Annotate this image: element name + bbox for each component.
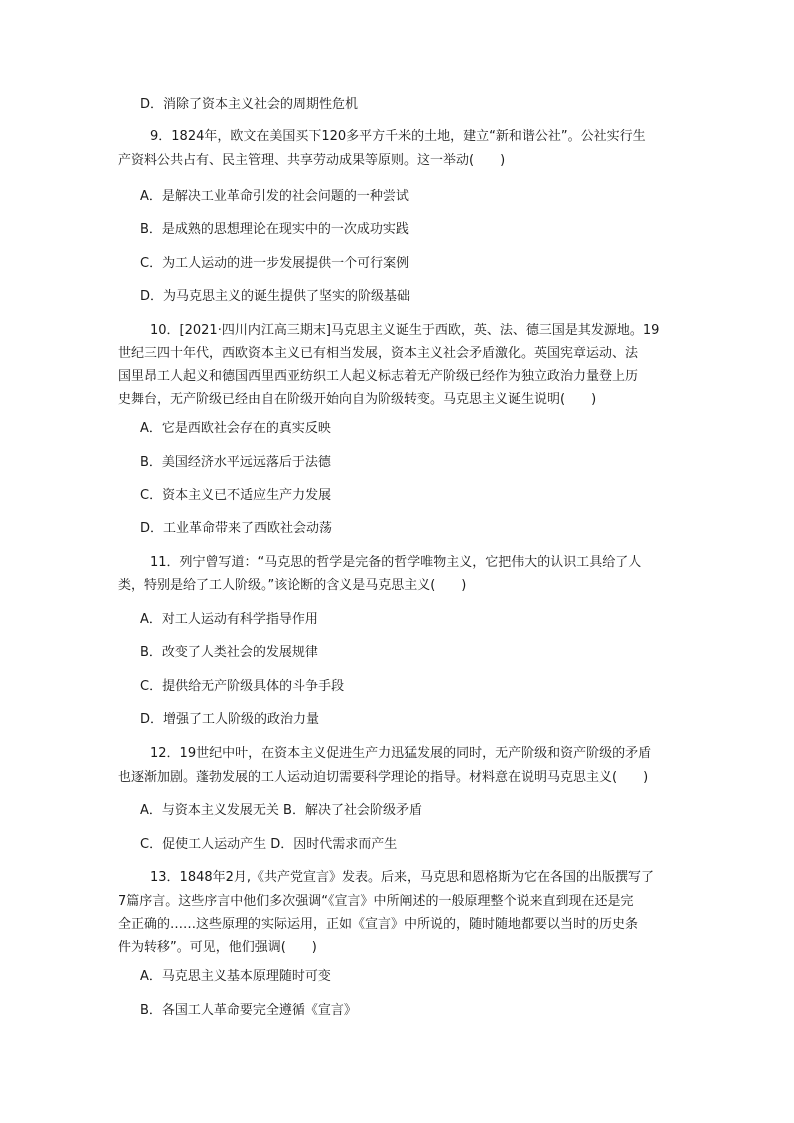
q10-stem-line-1: 10．[2021·四川内江高三期末]马克思主义诞生于西欧，英、法、德三国是其发源地。19 [150,323,660,338]
q13-stem-line-4: 件为转移”。可见，他们强调( ) [118,940,317,955]
q11-option-c: C．提供给无产阶级具体的斗争手段 [140,679,345,694]
q10-option-c: C．资本主义已不适应生产力发展 [140,488,332,503]
q13-stem-line-3: 全正确的……这些原理的实际运用，正如《宣言》中所说的，随时随地都要以当时的历史条 [118,917,639,932]
q11-stem-line-2: 类，特别是给了工人阶级。”该论断的含义是马克思主义( ) [118,578,467,593]
q13-option-a: A．马克思主义基本原理随时可变 [140,969,331,984]
q12-stem-line-2: 也逐渐加剧。蓬勃发展的工人运动迫切需要科学理论的指导。材料意在说明马克思主义( ) [118,770,649,785]
q10-stem-line-3: 国里昂工人起义和德国西里西亚纺织工人起义标志着无产阶级已经作为独立政治力量登上历 [118,369,639,384]
q11-option-d: D．增强了工人阶级的政治力量 [140,712,320,727]
q12-option-ab: A．与资本主义发展无关 B．解决了社会阶级矛盾 [140,803,422,818]
q9-stem-line-1: 9．1824年，欧文在美国买下120多平方千米的土地，建立“新和谐公社”。公社实行生 [150,129,646,144]
q11-option-b: B．改变了人类社会的发展规律 [140,645,318,660]
q9-option-c: C．为工人运动的进一步发展提供一个可行案例 [140,256,410,271]
q10-stem-line-2: 世纪三四十年代，西欧资本主义已有相当发展，资本主义社会矛盾激化。英国宪章运动、法 [118,346,639,361]
q10-option-b: B．美国经济水平远远落后于法德 [140,455,331,470]
q12-stem-line-1: 12．19世纪中叶，在资本主义促进生产力迅猛发展的同时，无产阶级和资产阶级的矛盾 [150,746,652,761]
q9-option-a: A．是解决工业革命引发的社会问题的一种尝试 [140,189,409,204]
q13-stem-line-2: 7篇序言。这些序言中他们多次强调“《宣言》中所阐述的一般原理整个说来直到现在还是完 [118,894,634,909]
q11-stem-line-1: 11．列宁曾写道：“马克思的哲学是完备的哲学唯物主义，它把伟大的认识工具给了人 [150,555,642,570]
q13-stem-line-1: 13．1848年2月,《共产党宣言》发表。后来，马克思和恩格斯为它在各国的出版撰写了 [150,870,655,885]
q9-option-b: B．是成熟的思想理论在现实中的一次成功实践 [140,222,409,237]
q10-option-d: D．工业革命带来了西欧社会动荡 [140,521,333,536]
q12-option-cd: C．促使工人运动产生 D．因时代需求而产生 [140,837,398,852]
q9-stem-line-2: 产资料公共占有、民主管理、共享劳动成果等原则。这一举动( ) [118,153,506,168]
q10-stem-line-4: 史舞台，无产阶级已经由自在阶级开始向自为阶级转变。马克思主义诞生说明( ) [118,392,597,407]
q9-option-d: D．为马克思主义的诞生提供了坚实的阶级基础 [140,289,411,304]
q8-option-d: D．消除了资本主义社会的周期性危机 [140,97,359,112]
q10-option-a: A．它是西欧社会存在的真实反映 [140,421,331,436]
q13-option-b: B．各国工人革命要完全遵循《宣言》 [140,1003,357,1018]
q11-option-a: A．对工人运动有科学指导作用 [140,612,318,627]
